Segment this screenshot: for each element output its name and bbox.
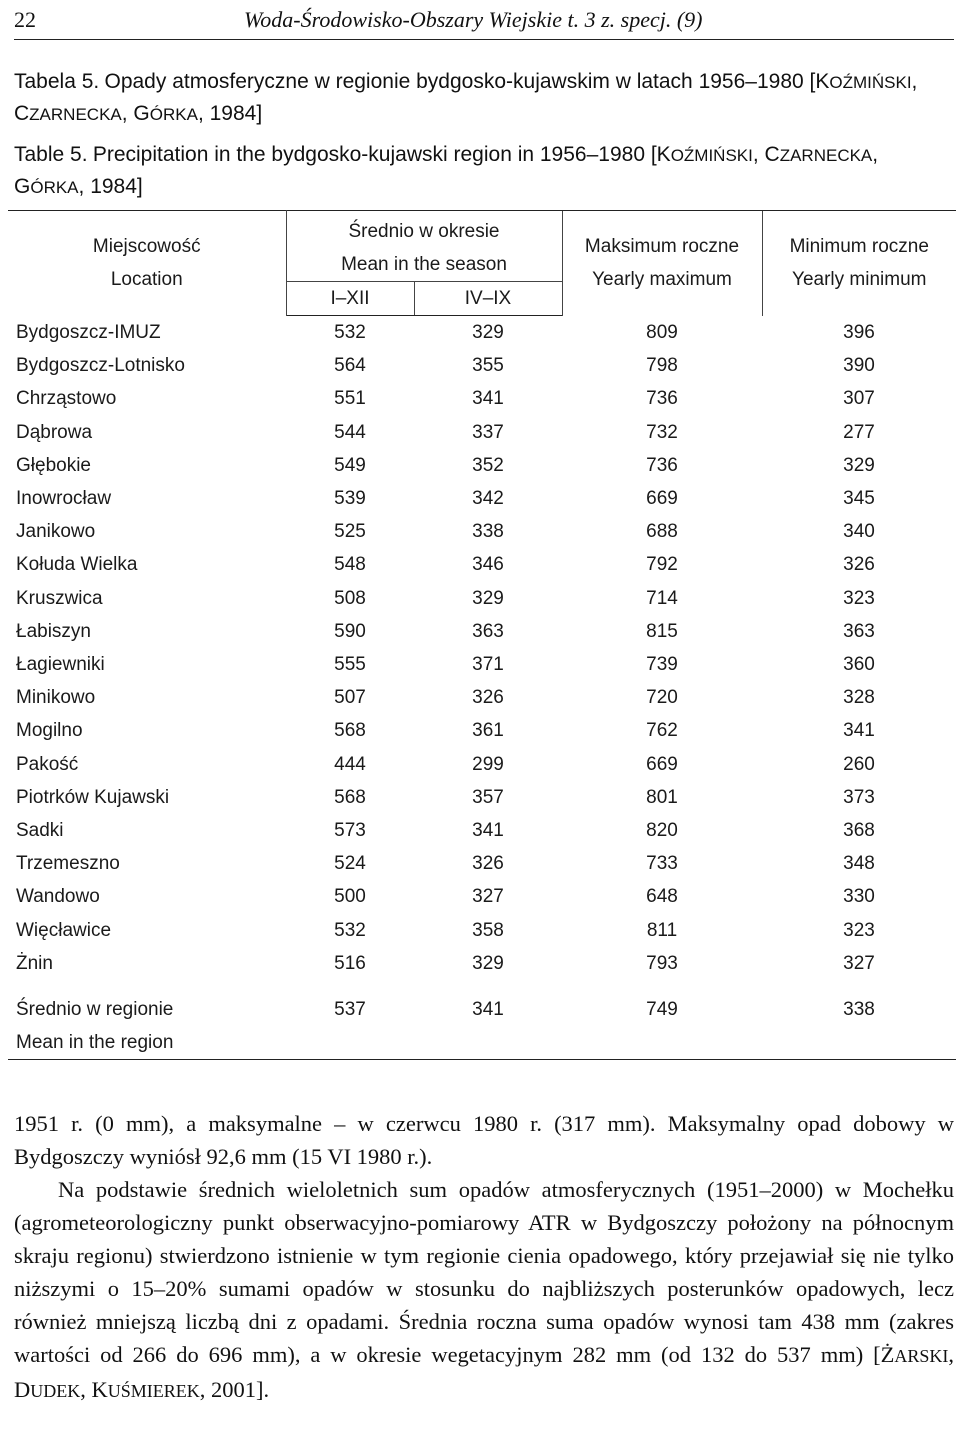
spacer-cell [286, 980, 414, 993]
value-cell-max: 669 [646, 488, 678, 510]
value-cell-max: 801 [646, 786, 678, 808]
value-cell-i-xii: 555 [334, 654, 366, 676]
table-row [8, 880, 956, 913]
ref-author-smallcaps: UDEK [30, 1381, 81, 1401]
table-row [8, 515, 956, 548]
mean-min: 338 [762, 993, 956, 1060]
mean-max: 749 [562, 993, 762, 1060]
caption-separator: , [752, 143, 765, 166]
value-cell-i-xii: 532 [334, 322, 366, 343]
location-name-cell: Piotrków Kujawski [16, 786, 170, 808]
table-row [8, 349, 956, 382]
value-cell-i-xii: 548 [334, 554, 366, 576]
location-name-cell: Inowrocław [16, 488, 112, 510]
value-cell-iv-ix: 361 [472, 720, 504, 742]
spacer-cell [562, 980, 762, 993]
value-cell-i-xii: 516 [334, 952, 366, 974]
value-cell-iv-ix: 358 [472, 919, 504, 941]
header-rule [14, 39, 954, 40]
value-cell-min: 345 [843, 488, 875, 510]
table-row-mean [8, 993, 956, 1060]
table-row [8, 914, 956, 947]
value-cell-iv-ix: 338 [472, 521, 504, 543]
table-row [8, 681, 956, 714]
table-row [8, 316, 956, 350]
location-name-cell: Żnin [16, 952, 53, 974]
paragraph-2 [14, 1173, 954, 1408]
ref-author-smallcaps: ARSKI [894, 1346, 949, 1366]
table-row [8, 449, 956, 482]
value-cell-i-xii: 590 [334, 620, 366, 642]
header-mean-pl: Średnio w okresie [348, 221, 500, 242]
location-name-cell: Bydgoszcz-IMUZ [16, 321, 161, 343]
value-cell-max: 732 [646, 421, 678, 443]
value-cell-i-xii: 551 [334, 388, 366, 410]
column-header-period-iv-ix: IV–IX [414, 282, 562, 316]
value-cell-iv-ix: 326 [472, 853, 504, 875]
table-row [8, 582, 956, 615]
location-name-cell: Więcławice [16, 919, 112, 941]
value-cell-min: 373 [843, 786, 875, 808]
header-min-en: Yearly minimum [792, 269, 927, 291]
mean-label-en: Mean in the region [16, 1032, 174, 1054]
precipitation-table [8, 210, 956, 1060]
value-cell-iv-ix: 327 [472, 886, 504, 908]
caption-author-initial: C [14, 102, 30, 125]
value-cell-i-xii: 532 [334, 919, 366, 941]
table-row [8, 482, 956, 515]
row-spacer [8, 980, 956, 993]
value-cell-iv-ix: 352 [472, 454, 504, 476]
value-cell-iv-ix: 355 [472, 355, 504, 377]
value-cell-min: 396 [843, 321, 875, 343]
location-name-cell: Sadki [16, 820, 64, 842]
header-mean-en: Mean in the season [341, 254, 507, 275]
value-cell-i-xii: 564 [334, 355, 366, 377]
value-cell-iv-ix: 299 [472, 753, 504, 775]
location-name-cell: Janikowo [16, 521, 96, 543]
value-cell-min: 260 [843, 753, 875, 775]
column-header-mean [286, 211, 562, 282]
value-cell-max: 669 [646, 753, 678, 775]
value-cell-max: 736 [646, 454, 678, 476]
value-cell-i-xii: 568 [334, 720, 366, 742]
table-row [8, 648, 956, 681]
location-name-cell: Wandowo [16, 886, 100, 908]
caption-author-smallcaps: ZARNECKA [779, 146, 873, 165]
value-cell-max: 714 [646, 587, 678, 609]
table-row [8, 814, 956, 847]
table-row [8, 847, 956, 880]
value-cell-min: 307 [843, 388, 875, 410]
location-name-cell: Trzemeszno [16, 853, 120, 875]
caption-tail: , 1984] [197, 102, 263, 125]
table-row [8, 781, 956, 814]
caption-tail: , 1984] [78, 175, 143, 198]
value-cell-i-xii: 568 [334, 786, 366, 808]
value-cell-i-xii: 539 [334, 488, 366, 510]
column-header-min [762, 211, 956, 316]
ref-tail: , 2001]. [199, 1377, 270, 1402]
column-header-period-i-xii: I–XII [286, 282, 414, 316]
value-cell-min: 390 [843, 355, 875, 377]
caption-separator: , [121, 102, 134, 125]
location-name-cell: Minikowo [16, 687, 96, 709]
mean-label-cell [8, 993, 286, 1060]
spacer-cell [762, 980, 956, 993]
value-cell-max: 811 [646, 919, 678, 941]
value-cell-max: 820 [646, 820, 678, 842]
header-location-en: Location [110, 269, 183, 291]
paragraph-1: 1951 r. (0 mm), a maksymalne – w czerwcu 1980 r. (317 mm). Maksymalny opad dobowy w Bydgoszczy wyniósł 92,6 mm (15 VI 1980 r.). [14, 1111, 954, 1169]
value-cell-i-xii: 507 [334, 687, 366, 709]
value-cell-max: 762 [646, 720, 678, 742]
value-cell-iv-ix: 357 [472, 786, 504, 808]
value-cell-min: 323 [843, 587, 875, 609]
value-cell-iv-ix: 346 [472, 554, 504, 576]
caption-author-smallcaps: ÓRKA [30, 178, 79, 197]
mean-i-xii: 537 [286, 993, 414, 1060]
column-header-max [562, 211, 762, 316]
value-cell-iv-ix: 329 [472, 952, 504, 974]
location-name-cell: Mogilno [16, 720, 83, 742]
caption-author-smallcaps: OŹMIŃSKI [829, 73, 912, 92]
value-cell-max: 688 [646, 521, 678, 543]
value-cell-i-xii: 444 [334, 753, 366, 775]
value-cell-max: 733 [646, 853, 678, 875]
value-cell-max: 720 [646, 687, 678, 709]
location-name-cell: Pakość [16, 753, 79, 775]
value-cell-min: 360 [843, 654, 875, 676]
value-cell-i-xii: 525 [334, 521, 366, 543]
value-cell-iv-ix: 371 [472, 654, 504, 676]
caption-label-pl: Tabela 5. [14, 70, 100, 93]
caption-author-initial: C [764, 143, 780, 166]
running-title: Woda-Środowisko-Obszary Wiejskie t. 3 z. specj. (9) [244, 7, 703, 32]
value-cell-min: 330 [843, 886, 875, 908]
value-cell-max: 736 [646, 388, 678, 410]
table-header [8, 211, 956, 316]
location-name-cell: Kołuda Wielka [16, 554, 138, 576]
location-name-cell: Głębokie [16, 454, 91, 476]
value-cell-iv-ix: 341 [472, 820, 504, 842]
ref-separator: , [80, 1377, 92, 1402]
location-name-cell: Łagiewniki [16, 654, 105, 676]
header-min-pl: Minimum roczne [789, 236, 929, 258]
spacer-cell [8, 980, 286, 993]
value-cell-i-xii: 500 [334, 886, 366, 908]
mean-iv-ix: 341 [414, 993, 562, 1060]
header-max-en: Yearly maximum [592, 269, 732, 291]
value-cell-i-xii: 508 [334, 587, 366, 609]
value-cell-i-xii: 573 [334, 820, 366, 842]
value-cell-min: 348 [843, 853, 875, 875]
caption-separator: , [911, 70, 918, 93]
table-row [8, 714, 956, 747]
table-row [8, 947, 956, 980]
value-cell-min: 327 [843, 952, 875, 974]
value-cell-min: 368 [843, 820, 875, 842]
caption-author-smallcaps: OŹMIŃSKI [670, 146, 753, 165]
ref-author-initial: K [91, 1377, 108, 1402]
header-max-pl: Maksimum roczne [584, 236, 740, 258]
location-name-cell: Bydgoszcz-Lotnisko [16, 355, 185, 377]
ref-separator: , [948, 1342, 954, 1367]
mean-label-pl: Średnio w regionie [16, 999, 174, 1021]
caption-author-initial: G [133, 102, 150, 125]
value-cell-iv-ix: 337 [472, 421, 504, 443]
running-header [14, 2, 958, 38]
caption-author-smallcaps: ÓRKA [149, 105, 198, 124]
spacer-cell [414, 980, 562, 993]
value-cell-max: 793 [646, 952, 678, 974]
value-cell-min: 326 [843, 554, 875, 576]
value-cell-iv-ix: 341 [472, 388, 504, 410]
location-name-cell: Łabiszyn [16, 620, 91, 642]
value-cell-i-xii: 544 [334, 421, 366, 443]
value-cell-iv-ix: 329 [472, 322, 504, 343]
value-cell-max: 798 [646, 355, 678, 377]
ref-author-smallcaps: UŚMIEREK [107, 1381, 200, 1401]
value-cell-iv-ix: 326 [472, 687, 504, 709]
value-cell-max: 648 [646, 886, 678, 908]
value-cell-min: 363 [843, 620, 875, 642]
value-cell-i-xii: 549 [334, 454, 366, 476]
table-row [8, 416, 956, 449]
ref-author-initial: Ż [880, 1342, 895, 1367]
value-cell-min: 341 [843, 720, 875, 742]
table-body [8, 316, 956, 1060]
caption-text-pl: Opady atmosferyczne w regionie bydgosko-kujawskim w latach 1956–1980 [ [104, 70, 816, 93]
table-row [8, 382, 956, 415]
value-cell-min: 340 [843, 521, 875, 543]
caption-author-initial: K [815, 70, 830, 93]
table-caption-en [14, 139, 956, 203]
value-cell-min: 323 [843, 919, 875, 941]
table-row [8, 615, 956, 648]
location-name-cell: Dąbrowa [16, 421, 93, 443]
value-cell-max: 809 [646, 321, 678, 343]
table-row [8, 548, 956, 581]
location-name-cell: Chrząstowo [16, 388, 117, 410]
value-cell-max: 739 [646, 654, 678, 676]
caption-author-smallcaps: ZARNECKA [29, 105, 122, 124]
caption-label-en: Table 5. [14, 143, 88, 166]
table-caption-pl [14, 66, 956, 130]
value-cell-min: 329 [843, 454, 875, 476]
paragraph-2-text: Na podstawie średnich wieloletnich sum opadów atmosferycznych (1951–2000) w Mochełku (agrometeorologiczny punkt obserwacyjno-pomiarowy ATR w Bydgoszczy położony na północnym skraju regionu) stwierdzono istnienie w tym regionie cienia opadowego, który przejawiał się nie tylko niższymi o 15–20% sumami opadów w stosunku do najbliższych posterunków opadowych, lecz również mniejszą liczbą dni z opadami. Średnia roczna suma opadów wynosi tam 438 mm (zakres wartości od 266 do 696 mm), a w okresie wegetacyjnym 282 mm (od 132 do 537 mm) [ [14, 1177, 954, 1367]
ref-author-initial: D [14, 1377, 31, 1402]
column-header-location [8, 211, 286, 316]
value-cell-min: 328 [843, 687, 875, 709]
value-cell-max: 815 [646, 620, 678, 642]
value-cell-iv-ix: 363 [472, 620, 504, 642]
body-text [14, 1107, 954, 1408]
caption-separator: , [872, 143, 879, 166]
value-cell-max: 792 [646, 554, 678, 576]
caption-author-initial: G [14, 175, 31, 198]
value-cell-min: 277 [843, 421, 875, 443]
caption-text-en: Precipitation in the bydgosko-kujawski region in 1956–1980 [ [92, 143, 657, 166]
table-row [8, 748, 956, 781]
header-location-pl: Miejscowość [92, 236, 201, 258]
caption-author-initial: K [656, 143, 671, 166]
value-cell-i-xii: 524 [334, 853, 366, 875]
value-cell-iv-ix: 329 [472, 587, 504, 609]
location-name-cell: Kruszwica [16, 587, 103, 609]
page-number: 22 [14, 7, 36, 32]
value-cell-iv-ix: 342 [472, 488, 504, 510]
